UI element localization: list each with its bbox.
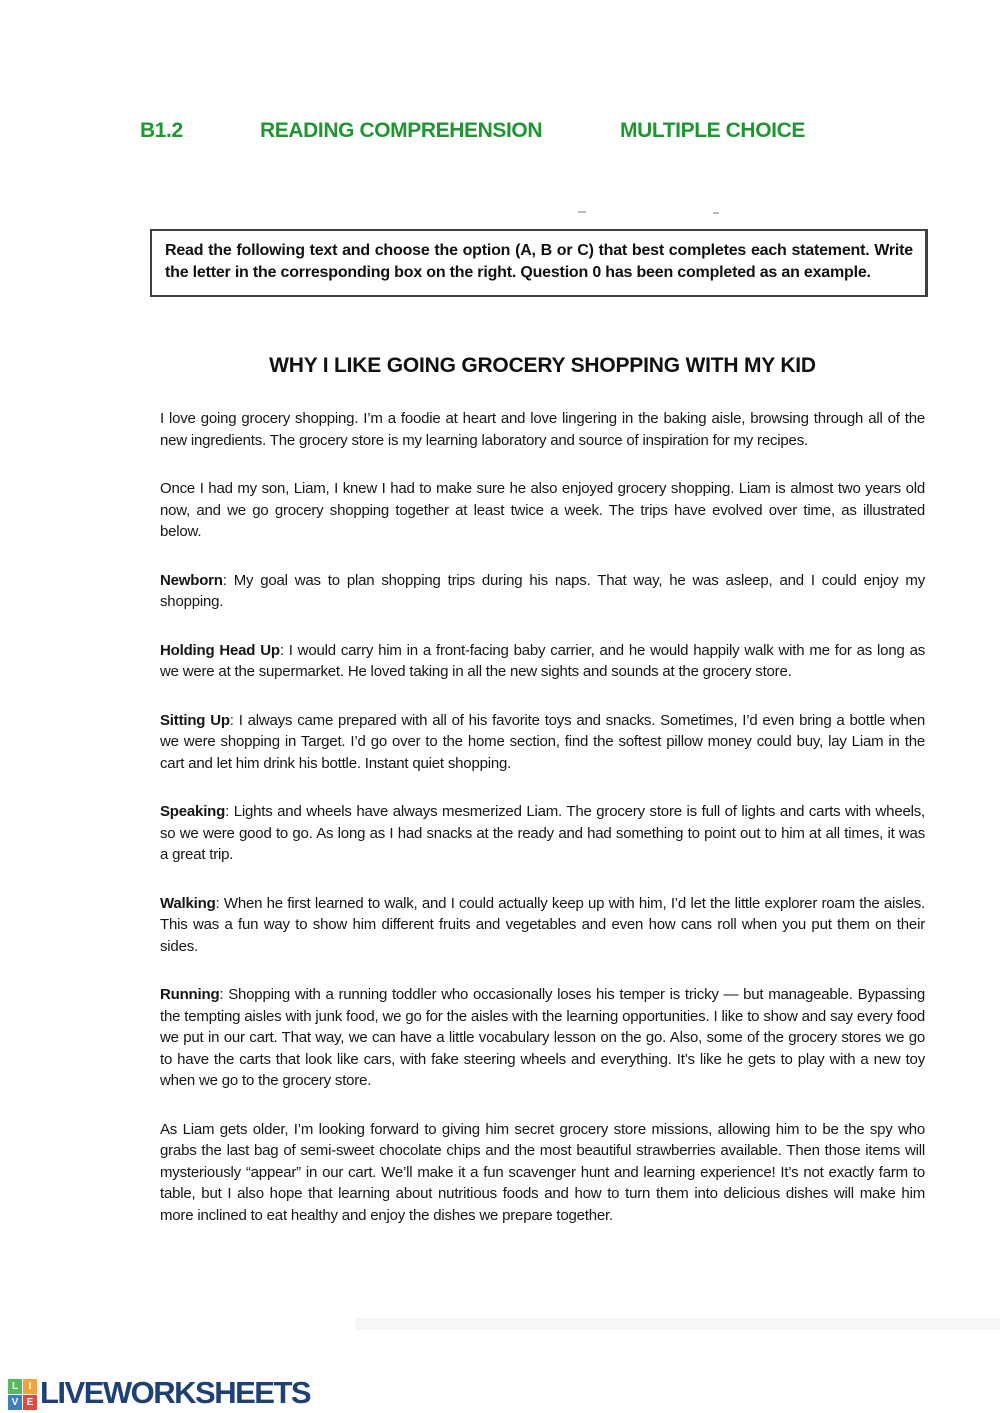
liveworksheets-logo-icon [8,1379,37,1410]
paragraph-text: : I always came prepared with all of his favorite toys and snacks. Sometimes, I’d even bring a bottle when we were shopping in Target. I’d go over to the home section, find the softest pillow money could buy, lay Liam in the cart and let him drink his bottle. Instant quiet shopping. [160,711,925,772]
paragraph-speaking [160,801,925,866]
paragraph-label: Newborn [160,571,223,589]
paragraph-running [160,984,925,1092]
level-code: B1.2 [140,119,183,142]
scan-artifact [578,211,586,213]
paragraph-intro [160,408,925,451]
paragraph-label: Walking [160,894,216,912]
scan-artifact [713,212,719,214]
paragraph-text: : Shopping with a running toddler who occasionally loses his temper is tricky — but manageable. Bypassing the tempting aisles with junk food, we go for the aisles with the learning opportunities. I like to show and say every food we put in our cart. That way, we can have a little vocabulary lesson on the go. Also, some of the grocery stores we go to have the carts that look like cars, with fake steering wheels and everything. It’s like he gets to play with a new toy when we go to the grocery store. [160,986,925,1089]
paragraph-walking [160,893,925,958]
scan-artifact [355,1318,1000,1330]
logo-block-v: V [8,1395,22,1410]
paragraph-label: Sitting Up [160,711,230,729]
paragraph-sitting-up [160,710,925,775]
article-body [160,408,925,1253]
section-title: READING COMPREHENSION [260,119,543,142]
paragraph-text: I love going grocery shopping. I’m a foodie at heart and love lingering in the baking aisle, browsing through all of the new ingredients. The grocery store is my learning laboratory and source of inspiration for my recipes. [160,410,925,449]
paragraph-label: Speaking [160,803,226,820]
logo-block-l: L [8,1379,22,1394]
paragraph-text: : I would carry him in a front-facing baby carrier, and he would happily walk with me for as long as we were at the supermarket. He loved taking in all the new sights and sounds at the grocery store. [160,641,926,680]
paragraph-liam [160,478,925,543]
instruction-box [150,229,928,297]
article-title: WHY I LIKE GOING GROCERY SHOPPING WITH MY KID [269,354,816,377]
paragraph-text: Once I had my son, Liam, I knew I had to make sure he also enjoyed grocery shopping. Liam is almost two years old now, and we go grocery shopping together at least twice a week. The trips have evolved over time, as illustrated below. [160,480,925,540]
paragraph-label: Holding Head Up [160,641,280,659]
logo-block-e: E [23,1395,37,1410]
question-type-title: MULTIPLE CHOICE [620,119,805,142]
paragraph-text: As Liam gets older, I’m looking forward to giving him secret grocery store missions, allowing him to be the spy who grabs the last bag of semi-sweet chocolate chips and the most beautiful strawberries available. Then those items will mysteriously “appear” in our cart. We’ll make it a fun scavenger hunt and learning experience! It’s not exactly farm to table, but I also hope that learning about nutritious foods and how to turn them into delicious dishes will make him more inclined to eat healthy and enjoy the dishes we prepare together. [160,1120,925,1224]
instruction-text: Read the following text and choose the option (A, B or C) that best completes each statement. Write the letter in the corresponding box on the right. Question 0 has been completed as an example. [165,242,913,281]
paragraph-text: : When he first learned to walk, and I could actually keep up with him, I’d let the little explorer roam the aisles. This was a fun way to show him different fruits and vegetables and even how cans roll when you put them on their sides. [160,894,925,955]
paragraph-outro [160,1119,925,1227]
paragraph-text: : My goal was to plan shopping trips during his naps. That way, he was asleep, and I could enjoy my shopping. [160,571,925,610]
paragraph-newborn [160,570,925,613]
brand-wordmark: LIVEWORKSHEETS [40,1375,311,1410]
paragraph-text: : Lights and wheels have always mesmerized Liam. The grocery store is full of lights and carts with wheels, so we were good to go. As long as I had snacks at the ready and had something to point out to him at all times, it was a great trip. [160,803,925,863]
liveworksheets-logo [8,1375,310,1410]
paragraph-label: Running [160,986,220,1003]
paragraph-holding-head-up [160,640,925,683]
logo-block-i: I [23,1379,37,1394]
